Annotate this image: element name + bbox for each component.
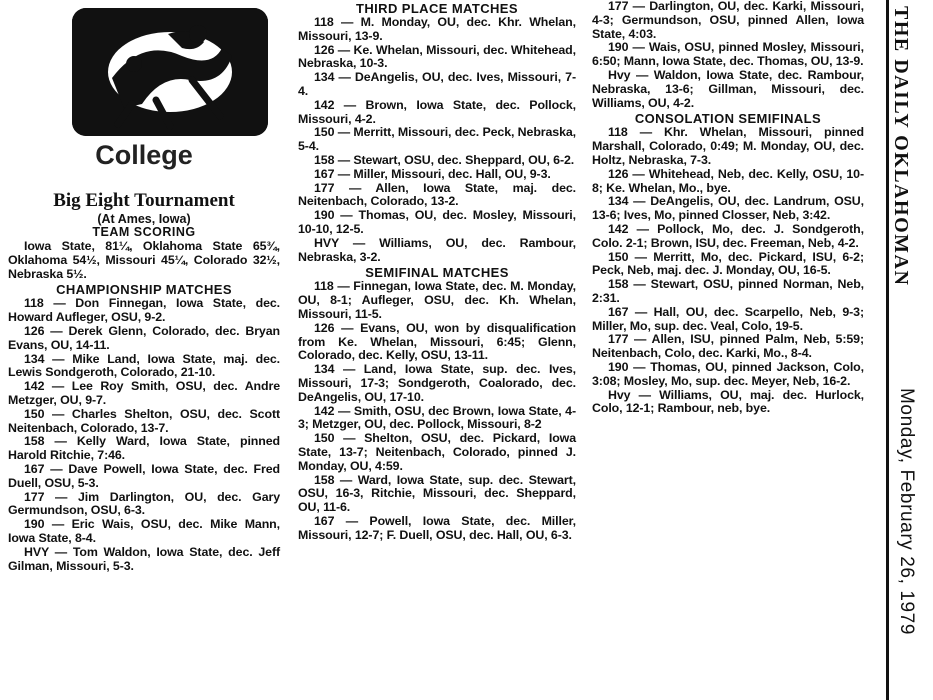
result-item: 126 — Ke. Whelan, Missouri, dec. Whitehead, Nebraska, 10-3. (298, 42, 576, 71)
result-item: 167 — Dave Powell, Iowa State, dec. Fred Duell, OSU, 5-3. (8, 461, 280, 490)
result-item: 134 — Mike Land, Iowa State, maj. dec. Lewis Sondgeroth, Colorado, 21-10. (8, 351, 280, 380)
result-item: 167 — Miller, Missouri, dec. Hall, OU, 9-3. (314, 166, 551, 181)
result-item: 150 — Merritt, Mo, dec. Pickard, ISU, 6-2; Peck, Neb, maj. dec. J. Monday, OU, 16-5. (592, 249, 864, 278)
column-1 (8, 240, 280, 573)
wrestlers-icon (72, 8, 268, 136)
result-item: 190 — Wais, OSU, pinned Mosley, Missouri, 6:50; Mann, Iowa State, dec. Thomas, OU, 13-9. (592, 40, 864, 69)
result-item: 142 — Smith, OSU, dec Brown, Iowa State, 4-3; Metzger, OU, dec. Pollock, Missouri, 8-2 (298, 403, 576, 432)
result-item: 177 — Allen, Iowa State, maj. dec. Neitenbach, Colorado, 13-2. (298, 180, 576, 209)
section-title: College (95, 140, 193, 170)
result-item: 142 — Pollock, Mo, dec. J. Sondgeroth, Colo. 2-1; Brown, ISU, dec. Freeman, Neb, 4-2. (592, 221, 864, 250)
result-item: 134 — Land, Iowa State, sup. dec. Ives, Missouri, 17-3; Sondgeroth, Coalorado, dec. DeAngelis, OU, 17-10. (298, 362, 576, 404)
column-2 (298, 0, 576, 542)
result-item: 150 — Merritt, Missouri, dec. Peck, Nebraska, 5-4. (298, 125, 577, 154)
consolation-head: CONSOLATION SEMIFINALS (634, 111, 822, 127)
date-line: Monday, February 26, 1979 (896, 388, 917, 636)
column-3 (592, 0, 864, 416)
result-item: 177 — Allen, ISU, pinned Palm, Neb, 5:59; Neitenbach, Colo, dec. Karki, Mo., 8-4. (592, 332, 864, 361)
semifinal-head: SEMIFINAL MATCHES (365, 265, 509, 281)
result-item: 150 — Shelton, OSU, dec. Pickard, Iowa State, 13-7; Neitenbach, Colorado, pinned J. Monday, OU, 4:59. (298, 431, 576, 473)
championship-head: CHAMPIONSHIP MATCHES (56, 282, 232, 298)
team-scoring-head: TEAM SCORING (92, 225, 196, 239)
result-item: Hvy — Waldon, Iowa State, dec. Rambour, Nebraska, 13-6; Gillman, Missouri, dec. Williams, OU, 4-2. (592, 67, 864, 110)
result-item: 177 — Darlington, OU, dec. Karki, Missouri, 4-3; Germundson, OSU, pinned Allen, Iowa State, 4:03. (592, 0, 864, 41)
result-item: 126 — Evans, OU, won by disqualification from Ke. Whelan, Missouri, 6:45; Glenn, Colorado, dec. Kelly, OSU, 13-11. (298, 320, 576, 363)
result-item: 118 — Don Finnegan, Iowa State, dec. Howard Aufleger, OSU, 9-2. (8, 296, 280, 325)
result-item: 158 — Kelly Ward, Iowa State, pinned Harold Ritchie, 7:46. (8, 434, 280, 463)
result-item: 118 — Finnegan, Iowa State, dec. M. Monday, OU, 8-1; Aufleger, OSU, dec. Kh. Whelan, Missouri, 11-5. (298, 279, 576, 321)
result-item: Hvy — Williams, OU, maj. dec. Hurlock, Colo, 12-1; Rambour, neb, bye. (592, 387, 864, 416)
result-item: 190 — Eric Wais, OSU, dec. Mike Mann, Iowa State, 8-4. (8, 517, 280, 545)
result-item: 167 — Hall, OU, dec. Scarpello, Neb, 9-3; Miller, Mo, sup. dec. Veal, Colo, 19-5. (592, 304, 864, 333)
result-item: HVY — Tom Waldon, Iowa State, dec. Jeff Gilman, Missouri, 5-3. (8, 544, 280, 573)
result-item: 134 — DeAngelis, OU, dec. Ives, Missouri, 7-4. (298, 70, 576, 98)
result-item: HVY — Williams, OU, dec. Rambour, Nebraska, 3-2. (298, 235, 576, 264)
result-item: 167 — Powell, Iowa State, dec. Miller, Missouri, 12-7; F. Duell, OSU, dec. Hall, OU, 6-3. (298, 513, 576, 542)
result-item: 190 — Thomas, OU, dec. Mosley, Missouri, 10-10, 12-5. (298, 208, 576, 236)
masthead: THE DAILY OKLAHOMAN (890, 6, 912, 287)
result-item: 158 — Stewart, OSU, pinned Norman, Neb, 2:31. (592, 277, 864, 305)
wrestlers-illustration (72, 8, 268, 136)
team-scoring: Iowa State, 81¼, Oklahoma State 65¾, Oklahoma 54½, Missouri 45¼, Colorado 32½, Nebraska 5½. (8, 239, 280, 281)
result-item: 118 — Khr. Whelan, Missouri, pinned Marshall, Colorado, 0:49; M. Monday, OU, dec. Holtz, Nebraska, 7-3. (592, 125, 864, 167)
result-item: 158 — Ward, Iowa State, sup. dec. Stewart, OSU, 16-3, Ritchie, Missouri, dec. Sheppard, OU, 11-6. (298, 472, 576, 515)
result-item: 150 — Charles Shelton, OSU, dec. Scott Neitenbach, Colorado, 13-7. (8, 406, 280, 435)
headline: Big Eight Tournament (53, 190, 235, 211)
location: (At Ames, Iowa) (97, 212, 191, 226)
result-item: 126 — Derek Glenn, Colorado, dec. Bryan Evans, OU, 14-11. (8, 323, 280, 352)
result-item: 177 — Jim Darlington, OU, dec. Gary Germundson, OSU, 6-3. (8, 489, 280, 518)
result-item: 190 — Thomas, OU, pinned Jackson, Colo, 3:08; Mosley, Mo, sup. dec. Meyer, Neb, 16-2. (592, 359, 864, 388)
result-item: 126 — Whitehead, Neb, dec. Kelly, OSU, 10-8; Ke. Whelan, Mo., bye. (592, 166, 864, 195)
result-item: 142 — Lee Roy Smith, OSU, dec. Andre Metzger, OU, 9-7. (8, 379, 280, 407)
result-item: 118 — M. Monday, OU, dec. Khr. Whelan, Missouri, 13-9. (298, 15, 576, 43)
result-item: 142 — Brown, Iowa State, dec. Pollock, Missouri, 4-2. (298, 97, 576, 126)
result-item: 134 — DeAngelis, OU, dec. Landrum, OSU, 13-6; Ives, Mo, pinned Closser, Neb, 3:42. (592, 194, 864, 223)
third-place-head: THIRD PLACE MATCHES (356, 1, 518, 16)
result-item: 158 — Stewart, OSU, dec. Sheppard, OU, 6-2. (314, 152, 575, 167)
